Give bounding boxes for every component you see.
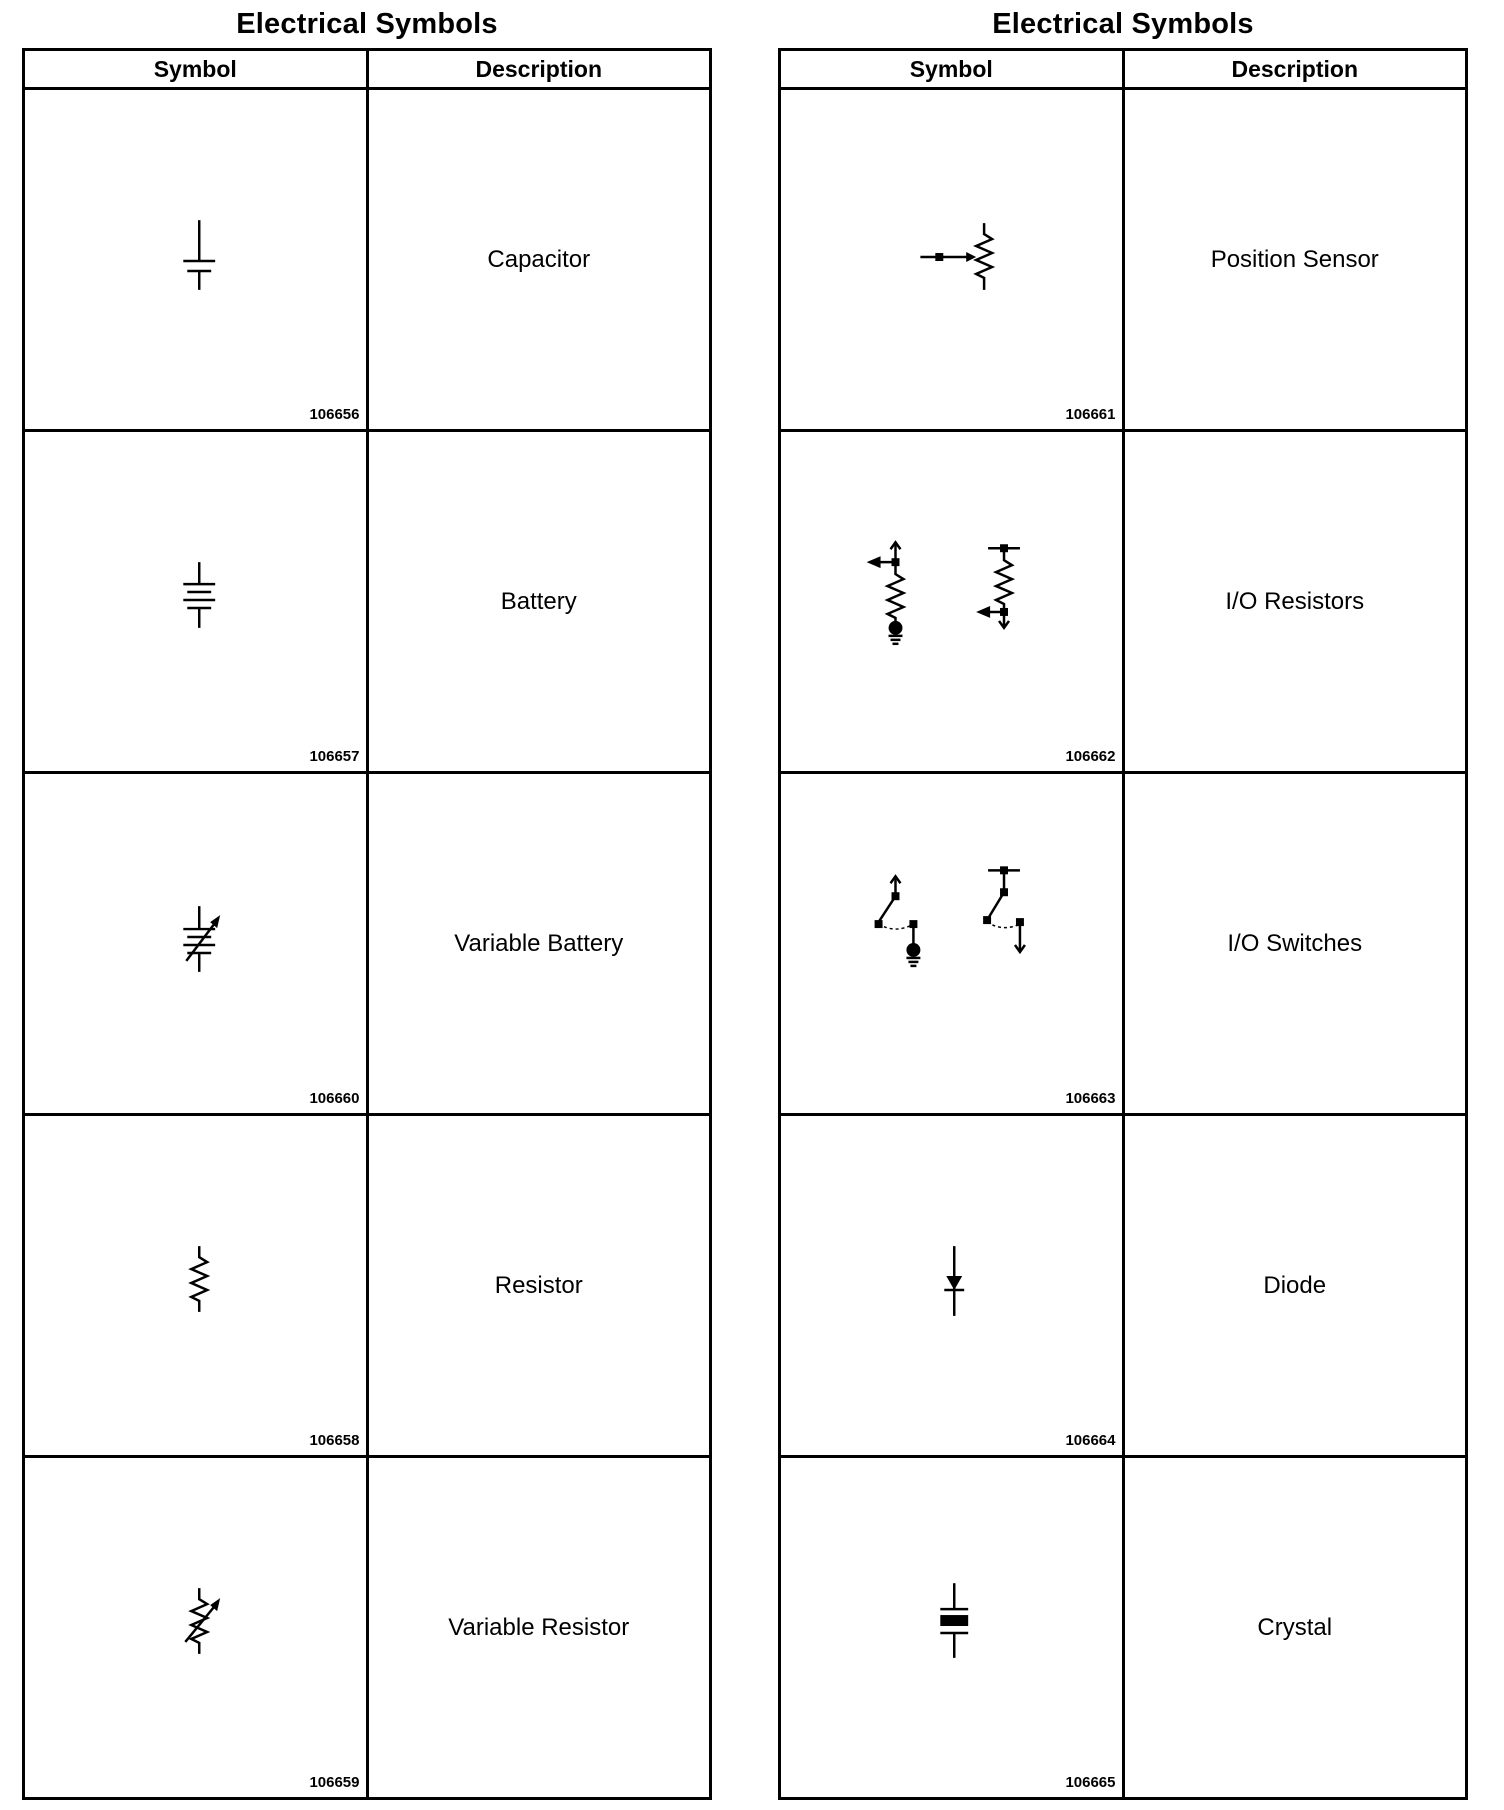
description-cell: I/O Resistors <box>1123 431 1467 773</box>
table-row <box>24 1457 711 1799</box>
capacitor-icon <box>25 90 366 429</box>
table-header-row <box>24 50 711 89</box>
battery-icon <box>25 432 366 771</box>
figure-code: 106658 <box>309 1432 360 1449</box>
figure-code: 106659 <box>309 1774 360 1791</box>
table-header-row <box>780 50 1467 89</box>
diode-icon <box>781 1116 1122 1455</box>
description-cell: Variable Resistor <box>367 1457 711 1799</box>
description-cell: Battery <box>367 431 711 773</box>
symbol-cell <box>24 1457 368 1799</box>
table-row <box>780 431 1467 773</box>
description-column-header: Description <box>1123 50 1467 89</box>
panel-title: Electrical Symbols <box>992 8 1254 40</box>
panel-title: Electrical Symbols <box>236 8 498 40</box>
figure-code: 106664 <box>1065 1432 1116 1449</box>
symbol-column-header: Symbol <box>780 50 1124 89</box>
symbol-cell <box>24 431 368 773</box>
left-panel <box>22 0 712 1800</box>
description-cell: Crystal <box>1123 1457 1467 1799</box>
description-column-header: Description <box>367 50 711 89</box>
table-row <box>780 1115 1467 1457</box>
figure-code: 106656 <box>309 406 360 423</box>
table-row <box>24 773 711 1115</box>
figure-code: 106662 <box>1065 748 1116 765</box>
symbol-cell <box>24 89 368 431</box>
description-cell: Resistor <box>367 1115 711 1457</box>
table-row <box>780 89 1467 431</box>
io-resistors-icon <box>781 432 1122 771</box>
symbol-cell <box>780 89 1124 431</box>
right-panel <box>778 0 1468 1800</box>
symbols-table <box>778 48 1468 1800</box>
description-cell: Capacitor <box>367 89 711 431</box>
symbol-cell <box>780 1115 1124 1457</box>
figure-code: 106661 <box>1065 406 1116 423</box>
symbol-cell <box>780 1457 1124 1799</box>
table-row <box>780 1457 1467 1799</box>
io-switches-icon <box>781 774 1122 1113</box>
symbol-cell <box>780 773 1124 1115</box>
table-row <box>24 89 711 431</box>
symbol-cell <box>24 1115 368 1457</box>
position-sensor-icon <box>781 90 1122 429</box>
figure-code: 106663 <box>1065 1090 1116 1107</box>
symbol-cell <box>780 431 1124 773</box>
description-cell: Diode <box>1123 1115 1467 1457</box>
variable-battery-icon <box>25 774 366 1113</box>
figure-code: 106665 <box>1065 1774 1116 1791</box>
table-row <box>24 1115 711 1457</box>
variable-resistor-icon <box>25 1458 366 1797</box>
description-cell: Variable Battery <box>367 773 711 1115</box>
symbol-column-header: Symbol <box>24 50 368 89</box>
figure-code: 106657 <box>309 748 360 765</box>
symbols-table <box>22 48 712 1800</box>
description-cell: Position Sensor <box>1123 89 1467 431</box>
symbol-cell <box>24 773 368 1115</box>
table-row <box>780 773 1467 1115</box>
figure-code: 106660 <box>309 1090 360 1107</box>
resistor-icon <box>25 1116 366 1455</box>
table-row <box>24 431 711 773</box>
description-cell: I/O Switches <box>1123 773 1467 1115</box>
crystal-icon <box>781 1458 1122 1797</box>
